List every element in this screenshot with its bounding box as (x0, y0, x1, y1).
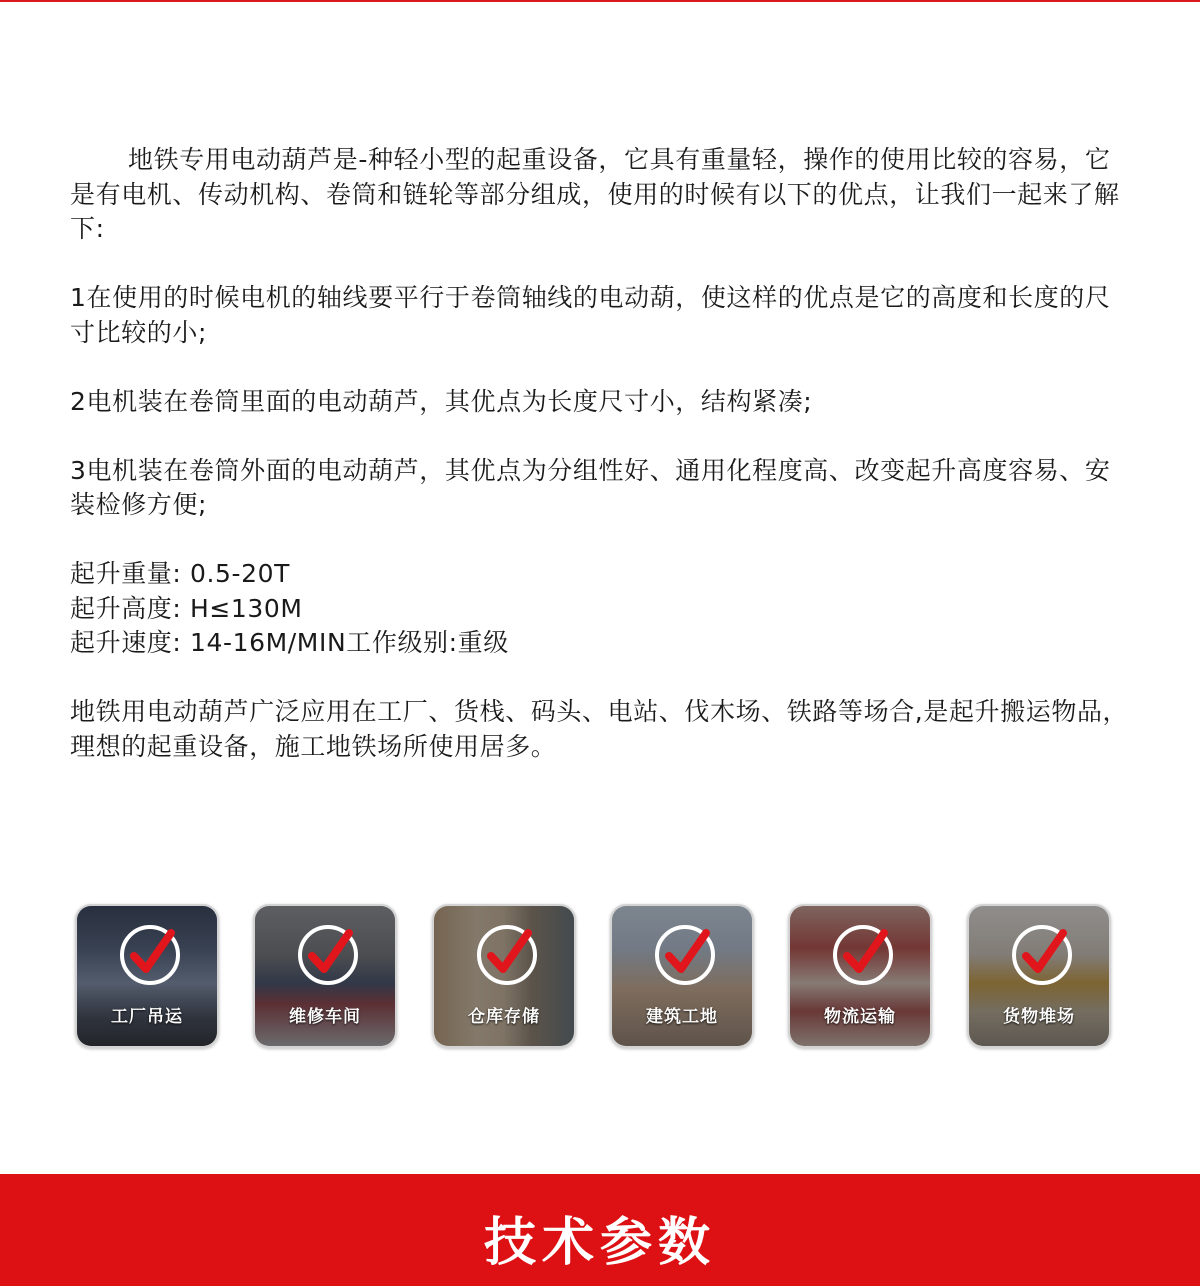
usage-paragraph: 地铁用电动葫芦广泛应用在工厂、货栈、码头、电站、伐木场、铁路等场合,是起升搬运物品，理想的起重设备，施工地铁场所使用居多。 (70, 697, 1129, 761)
banner-title: 技术参数 (483, 1213, 716, 1273)
intro-paragraph: 地铁专用电动葫芦是-种轻小型的起重设备，它具有重量轻，操作的使用比较的容易，它是有电机、传动机构、卷筒和链轮等部分组成，使用的时候有以下的优点，让我们一起来了解下: (70, 145, 1120, 243)
tile-label: 建筑工地 (646, 1007, 718, 1027)
app-tile-factory (75, 904, 219, 1048)
app-tile-warehouse (432, 904, 576, 1048)
checkmark-icon (297, 924, 359, 986)
app-tile-cargo-yard (967, 904, 1111, 1048)
app-tile-construction-site (610, 904, 754, 1048)
advantage-1: 1在使用的时候电机的轴线要平行于卷筒轴线的电动葫，使这样的优点是它的高度和长度的尺寸比较的小; (70, 283, 1111, 347)
spec-lift-height: 起升高度: H≤130M (70, 593, 303, 623)
top-divider (0, 0, 1200, 2)
spec-lift-speed: 起升速度: 14-16M/MIN工作级别:重级 (70, 628, 509, 657)
product-description (70, 143, 1130, 799)
spec-list (70, 557, 1130, 661)
checkmark-icon (1011, 924, 1073, 986)
tile-label: 货物堆场 (1003, 1007, 1075, 1027)
checkmark-icon (832, 924, 894, 986)
checkmark-icon (119, 924, 181, 986)
tile-label: 仓库存储 (468, 1007, 540, 1027)
checkmark-icon (476, 924, 538, 986)
tile-label: 物流运输 (824, 1007, 896, 1027)
advantage-3: 3电机装在卷筒外面的电动葫芦，其优点为分组性好、通用化程度高、改变起升高度容易、安装检修方便; (70, 455, 1111, 519)
checkmark-icon (654, 924, 716, 986)
section-banner (0, 1174, 1200, 1286)
app-tile-repair-workshop (253, 904, 397, 1048)
spec-lift-weight: 起升重量: 0.5-20T (70, 559, 291, 588)
advantage-2: 2电机装在卷筒里面的电动葫芦，其优点为长度尺寸小，结构紧凑; (70, 386, 813, 416)
application-tiles (75, 904, 1115, 1050)
app-tile-logistics (788, 904, 932, 1048)
tile-label: 维修车间 (289, 1007, 361, 1027)
tile-label: 工厂吊运 (111, 1007, 183, 1027)
